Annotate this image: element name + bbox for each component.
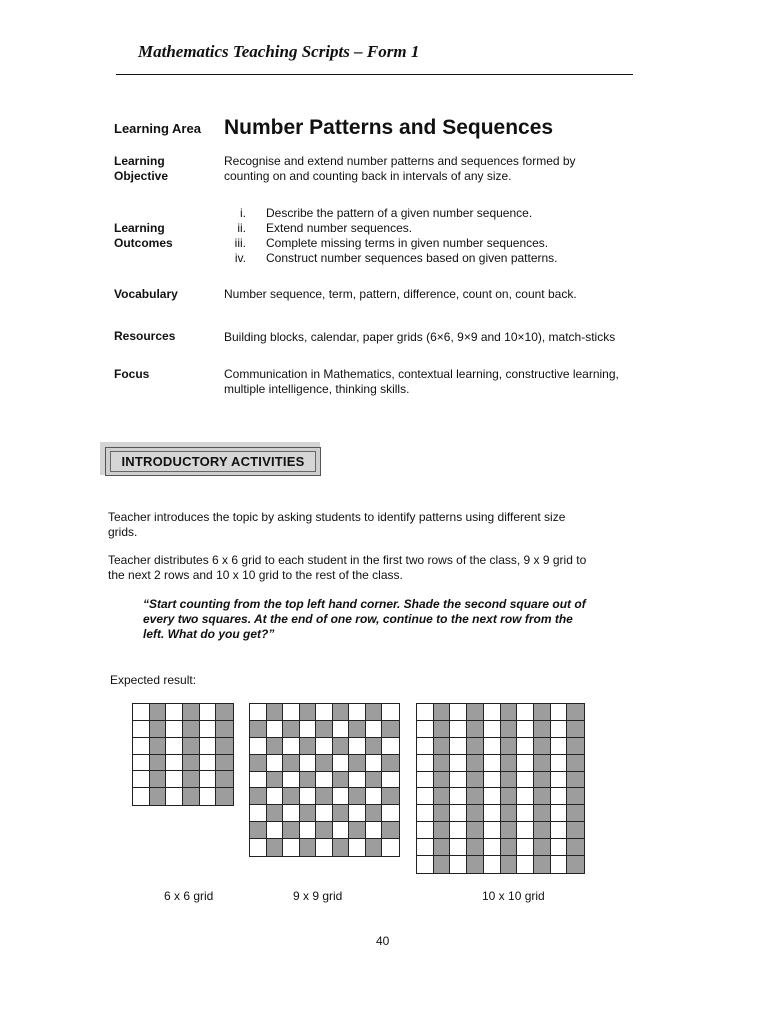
- outcome-item: [224, 206, 584, 221]
- quote-line: every two squares. At the end of one row, continue to the next row from the: [143, 612, 573, 626]
- shaded-grid-cell: [216, 788, 233, 805]
- focus-label: Focus: [114, 367, 150, 381]
- shaded-grid-cell: [283, 788, 300, 805]
- grid-cell: [250, 805, 267, 822]
- grid-cell: [333, 822, 350, 839]
- learning-outcomes-list: [224, 206, 584, 266]
- vocabulary-text: Number sequence, term, pattern, difference, count on, count back.: [224, 287, 577, 301]
- grid-cell: [417, 704, 434, 721]
- shaded-grid-cell: [333, 839, 350, 856]
- shaded-grid-cell: [434, 772, 451, 789]
- text-line: Teacher introduces the topic by asking students to identify patterns using different size: [108, 510, 566, 524]
- grid-10x10: [416, 703, 585, 874]
- shaded-grid-cell: [434, 839, 451, 856]
- shaded-grid-cell: [467, 788, 484, 805]
- shaded-grid-cell: [567, 772, 584, 789]
- grid-cell: [517, 755, 534, 772]
- shaded-grid-cell: [267, 772, 284, 789]
- learning-objective-label: [114, 154, 168, 184]
- grid-cell: [133, 755, 150, 772]
- shaded-grid-cell: [382, 755, 399, 772]
- outcome-item: [224, 251, 584, 266]
- grid-cell: [517, 856, 534, 873]
- outcome-text: Construct number sequences based on given patterns.: [266, 251, 558, 265]
- label-line: Objective: [114, 169, 169, 183]
- shaded-grid-cell: [333, 805, 350, 822]
- grid-cell: [133, 721, 150, 738]
- grid-cell: [267, 788, 284, 805]
- grid-cell: [300, 755, 317, 772]
- grid-9x9-caption: 9 x 9 grid: [293, 889, 343, 903]
- grid-cell: [200, 738, 217, 755]
- shaded-grid-cell: [467, 839, 484, 856]
- shaded-grid-cell: [434, 822, 451, 839]
- vocabulary-label: Vocabulary: [114, 287, 178, 301]
- grid-cell: [450, 822, 467, 839]
- shaded-grid-cell: [501, 788, 518, 805]
- grid-cell: [267, 755, 284, 772]
- shaded-grid-cell: [183, 721, 200, 738]
- shaded-grid-cell: [216, 704, 233, 721]
- shaded-grid-cell: [150, 755, 167, 772]
- shaded-grid-cell: [567, 788, 584, 805]
- shaded-grid-cell: [434, 856, 451, 873]
- grid-cell: [366, 822, 383, 839]
- shaded-grid-cell: [267, 805, 284, 822]
- shaded-grid-cell: [349, 788, 366, 805]
- learning-objective-text: [224, 154, 576, 184]
- grid-9x9: [249, 703, 400, 857]
- grid-cell: [551, 738, 568, 755]
- grid-cell: [166, 738, 183, 755]
- shaded-grid-cell: [150, 771, 167, 788]
- shaded-grid-cell: [534, 788, 551, 805]
- grid-cell: [551, 755, 568, 772]
- shaded-grid-cell: [534, 738, 551, 755]
- grid-cell: [316, 772, 333, 789]
- grid-cell: [300, 721, 317, 738]
- grid-cell: [300, 788, 317, 805]
- grid-cell: [250, 704, 267, 721]
- page-number: 40: [376, 934, 390, 948]
- shaded-grid-cell: [501, 856, 518, 873]
- shaded-grid-cell: [300, 839, 317, 856]
- label-line: Outcomes: [114, 236, 173, 250]
- grid-cell: [517, 805, 534, 822]
- grid-cell: [551, 721, 568, 738]
- grid-cell: [551, 772, 568, 789]
- shaded-grid-cell: [434, 704, 451, 721]
- shaded-grid-cell: [300, 738, 317, 755]
- grid-cell: [484, 805, 501, 822]
- grid-cell: [484, 788, 501, 805]
- focus-text: [224, 367, 619, 397]
- shaded-grid-cell: [467, 822, 484, 839]
- shaded-grid-cell: [267, 738, 284, 755]
- shaded-grid-cell: [534, 839, 551, 856]
- outcome-number: ii.: [237, 221, 246, 235]
- grid-cell: [166, 704, 183, 721]
- shaded-grid-cell: [316, 822, 333, 839]
- shaded-grid-cell: [567, 738, 584, 755]
- grid-cell: [484, 856, 501, 873]
- shaded-grid-cell: [567, 822, 584, 839]
- shaded-grid-cell: [467, 755, 484, 772]
- shaded-grid-cell: [434, 738, 451, 755]
- grid-cell: [366, 788, 383, 805]
- grid-6x6-caption: 6 x 6 grid: [164, 889, 214, 903]
- shaded-grid-cell: [267, 839, 284, 856]
- text-line: counting on and counting back in intervals of any size.: [224, 169, 512, 183]
- grid-cell: [133, 788, 150, 805]
- grid-cell: [450, 704, 467, 721]
- grid-cell: [283, 738, 300, 755]
- shaded-grid-cell: [366, 738, 383, 755]
- grid-cell: [200, 755, 217, 772]
- shaded-grid-cell: [501, 822, 518, 839]
- grid-cell: [267, 721, 284, 738]
- shaded-grid-cell: [434, 755, 451, 772]
- grid-cell: [382, 738, 399, 755]
- shaded-grid-cell: [300, 772, 317, 789]
- expected-result-label: Expected result:: [110, 673, 197, 687]
- shaded-grid-cell: [349, 721, 366, 738]
- grid-cell: [200, 788, 217, 805]
- shaded-grid-cell: [366, 704, 383, 721]
- grid-cell: [484, 721, 501, 738]
- shaded-grid-cell: [366, 839, 383, 856]
- grid-6x6: [132, 703, 234, 806]
- text-line: Teacher distributes 6 x 6 grid to each student in the first two rows of the class, 9 x 9 grid to: [108, 553, 587, 567]
- shaded-grid-cell: [366, 805, 383, 822]
- grid-cell: [484, 738, 501, 755]
- grid-cell: [450, 755, 467, 772]
- grid-cell: [349, 805, 366, 822]
- grid-cell: [484, 755, 501, 772]
- grid-cell: [484, 822, 501, 839]
- resources-label: Resources: [114, 329, 176, 343]
- shaded-grid-cell: [467, 805, 484, 822]
- shaded-grid-cell: [150, 788, 167, 805]
- shaded-grid-cell: [300, 805, 317, 822]
- shaded-grid-cell: [567, 805, 584, 822]
- grid-cell: [250, 738, 267, 755]
- quote-line: left. What do you get?”: [143, 627, 275, 641]
- shaded-grid-cell: [534, 755, 551, 772]
- shaded-grid-cell: [501, 738, 518, 755]
- header-divider: [116, 74, 633, 75]
- grid-cell: [283, 704, 300, 721]
- outcome-text: Extend number sequences.: [266, 221, 413, 235]
- grid-cell: [316, 704, 333, 721]
- shaded-grid-cell: [333, 772, 350, 789]
- grid-cell: [551, 856, 568, 873]
- shaded-grid-cell: [250, 755, 267, 772]
- grid-cell: [166, 721, 183, 738]
- grid-cell: [349, 704, 366, 721]
- shaded-grid-cell: [534, 856, 551, 873]
- label-line: Learning: [114, 221, 165, 235]
- grid-cell: [450, 721, 467, 738]
- shaded-grid-cell: [534, 704, 551, 721]
- shaded-grid-cell: [434, 788, 451, 805]
- grid-cell: [417, 738, 434, 755]
- shaded-grid-cell: [349, 822, 366, 839]
- text-line: grids.: [108, 525, 138, 539]
- grid-cell: [333, 721, 350, 738]
- grid-cell: [382, 772, 399, 789]
- shaded-grid-cell: [382, 822, 399, 839]
- shaded-grid-cell: [567, 755, 584, 772]
- grid-cell: [484, 704, 501, 721]
- grid-cell: [333, 788, 350, 805]
- shaded-grid-cell: [534, 772, 551, 789]
- grid-cell: [250, 772, 267, 789]
- shaded-grid-cell: [150, 721, 167, 738]
- shaded-grid-cell: [300, 704, 317, 721]
- shaded-grid-cell: [501, 839, 518, 856]
- text-line: Recognise and extend number patterns and sequences formed by: [224, 154, 576, 168]
- learning-area-label: Learning Area: [114, 121, 201, 136]
- grid-cell: [417, 772, 434, 789]
- shaded-grid-cell: [534, 805, 551, 822]
- grid-cell: [316, 738, 333, 755]
- grid-cell: [366, 721, 383, 738]
- grid-cell: [450, 788, 467, 805]
- shaded-grid-cell: [434, 805, 451, 822]
- grid-cell: [349, 772, 366, 789]
- grid-cell: [517, 822, 534, 839]
- grid-cell: [283, 772, 300, 789]
- shaded-grid-cell: [250, 788, 267, 805]
- grid-cell: [551, 788, 568, 805]
- grid-10x10-caption: 10 x 10 grid: [482, 889, 545, 903]
- shaded-grid-cell: [183, 788, 200, 805]
- grid-cell: [133, 704, 150, 721]
- shaded-grid-cell: [183, 771, 200, 788]
- shaded-grid-cell: [216, 721, 233, 738]
- grid-cell: [484, 839, 501, 856]
- shaded-grid-cell: [316, 788, 333, 805]
- learning-outcomes-label: [114, 221, 173, 251]
- shaded-grid-cell: [283, 822, 300, 839]
- shaded-grid-cell: [349, 755, 366, 772]
- shaded-grid-cell: [150, 704, 167, 721]
- shaded-grid-cell: [250, 721, 267, 738]
- grid-cell: [417, 822, 434, 839]
- grid-cell: [333, 755, 350, 772]
- intro-paragraph-2: [108, 553, 586, 583]
- shaded-grid-cell: [316, 755, 333, 772]
- grid-cell: [382, 839, 399, 856]
- outcome-number: iii.: [234, 236, 246, 250]
- grid-cell: [166, 771, 183, 788]
- grid-cell: [250, 839, 267, 856]
- shaded-grid-cell: [382, 788, 399, 805]
- shaded-grid-cell: [501, 805, 518, 822]
- grid-cell: [450, 839, 467, 856]
- text-line: multiple intelligence, thinking skills.: [224, 382, 410, 396]
- grid-cell: [382, 805, 399, 822]
- shaded-grid-cell: [501, 721, 518, 738]
- shaded-grid-cell: [534, 822, 551, 839]
- grid-cell: [450, 856, 467, 873]
- shaded-grid-cell: [316, 721, 333, 738]
- document-header-title: Mathematics Teaching Scripts – Form 1: [138, 42, 420, 61]
- grid-cell: [283, 839, 300, 856]
- shaded-grid-cell: [183, 755, 200, 772]
- outcome-item: [224, 236, 584, 251]
- grid-cell: [133, 771, 150, 788]
- outcome-text: Describe the pattern of a given number sequence.: [266, 206, 533, 220]
- shaded-grid-cell: [183, 704, 200, 721]
- intro-paragraph-1: [108, 510, 565, 540]
- grid-cell: [450, 738, 467, 755]
- shaded-grid-cell: [150, 738, 167, 755]
- shaded-grid-cell: [333, 738, 350, 755]
- shaded-grid-cell: [501, 772, 518, 789]
- shaded-grid-cell: [250, 822, 267, 839]
- grid-cell: [551, 822, 568, 839]
- grid-cell: [283, 805, 300, 822]
- shaded-grid-cell: [216, 771, 233, 788]
- shaded-grid-cell: [267, 704, 284, 721]
- grid-cell: [300, 822, 317, 839]
- label-line: Learning: [114, 154, 165, 168]
- shaded-grid-cell: [283, 755, 300, 772]
- shaded-grid-cell: [567, 856, 584, 873]
- grid-cell: [551, 704, 568, 721]
- shaded-grid-cell: [534, 721, 551, 738]
- shaded-grid-cell: [216, 755, 233, 772]
- grid-cell: [200, 771, 217, 788]
- outcome-item: [224, 221, 584, 236]
- shaded-grid-cell: [382, 721, 399, 738]
- grid-cell: [517, 738, 534, 755]
- shaded-grid-cell: [183, 738, 200, 755]
- grid-cell: [417, 755, 434, 772]
- grid-cell: [517, 839, 534, 856]
- shaded-grid-cell: [366, 772, 383, 789]
- grid-cell: [349, 738, 366, 755]
- shaded-grid-cell: [501, 704, 518, 721]
- text-line: Communication in Mathematics, contextual learning, constructive learning,: [224, 367, 619, 381]
- grid-cell: [200, 721, 217, 738]
- shaded-grid-cell: [567, 721, 584, 738]
- grid-cell: [382, 704, 399, 721]
- grid-cell: [133, 738, 150, 755]
- outcome-text: Complete missing terms in given number sequences.: [266, 236, 549, 250]
- grid-cell: [316, 805, 333, 822]
- topic-title: Number Patterns and Sequences: [224, 116, 554, 139]
- shaded-grid-cell: [216, 738, 233, 755]
- outcome-number: i.: [240, 206, 246, 220]
- resources-text: Building blocks, calendar, paper grids (6×6, 9×9 and 10×10), match-sticks: [224, 330, 616, 344]
- grid-cell: [166, 788, 183, 805]
- shaded-grid-cell: [333, 704, 350, 721]
- grid-cell: [417, 721, 434, 738]
- section-banner-label: INTRODUCTORY ACTIVITIES: [110, 451, 316, 472]
- shaded-grid-cell: [467, 721, 484, 738]
- grid-cell: [450, 772, 467, 789]
- grid-cell: [316, 839, 333, 856]
- grid-cell: [366, 755, 383, 772]
- grid-cell: [517, 788, 534, 805]
- grid-cell: [200, 704, 217, 721]
- grid-cell: [484, 772, 501, 789]
- grid-cell: [417, 788, 434, 805]
- text-line: the next 2 rows and 10 x 10 grid to the rest of the class.: [108, 568, 403, 582]
- shaded-grid-cell: [467, 856, 484, 873]
- grid-cell: [417, 839, 434, 856]
- section-banner: [105, 447, 321, 476]
- grid-cell: [417, 856, 434, 873]
- quote-line: “Start counting from the top left hand corner. Shade the second square out of: [143, 597, 586, 611]
- grid-cell: [551, 839, 568, 856]
- shaded-grid-cell: [283, 721, 300, 738]
- shaded-grid-cell: [467, 772, 484, 789]
- grid-cell: [417, 805, 434, 822]
- grid-cell: [450, 805, 467, 822]
- shaded-grid-cell: [467, 738, 484, 755]
- shaded-grid-cell: [434, 721, 451, 738]
- outcome-number: iv.: [234, 251, 246, 265]
- grid-cell: [166, 755, 183, 772]
- shaded-grid-cell: [467, 704, 484, 721]
- grid-cell: [551, 805, 568, 822]
- grid-cell: [517, 704, 534, 721]
- teacher-quote: [143, 597, 613, 642]
- shaded-grid-cell: [567, 704, 584, 721]
- grid-cell: [517, 772, 534, 789]
- shaded-grid-cell: [567, 839, 584, 856]
- grid-cell: [267, 822, 284, 839]
- shaded-grid-cell: [501, 755, 518, 772]
- grid-cell: [517, 721, 534, 738]
- grid-cell: [349, 839, 366, 856]
